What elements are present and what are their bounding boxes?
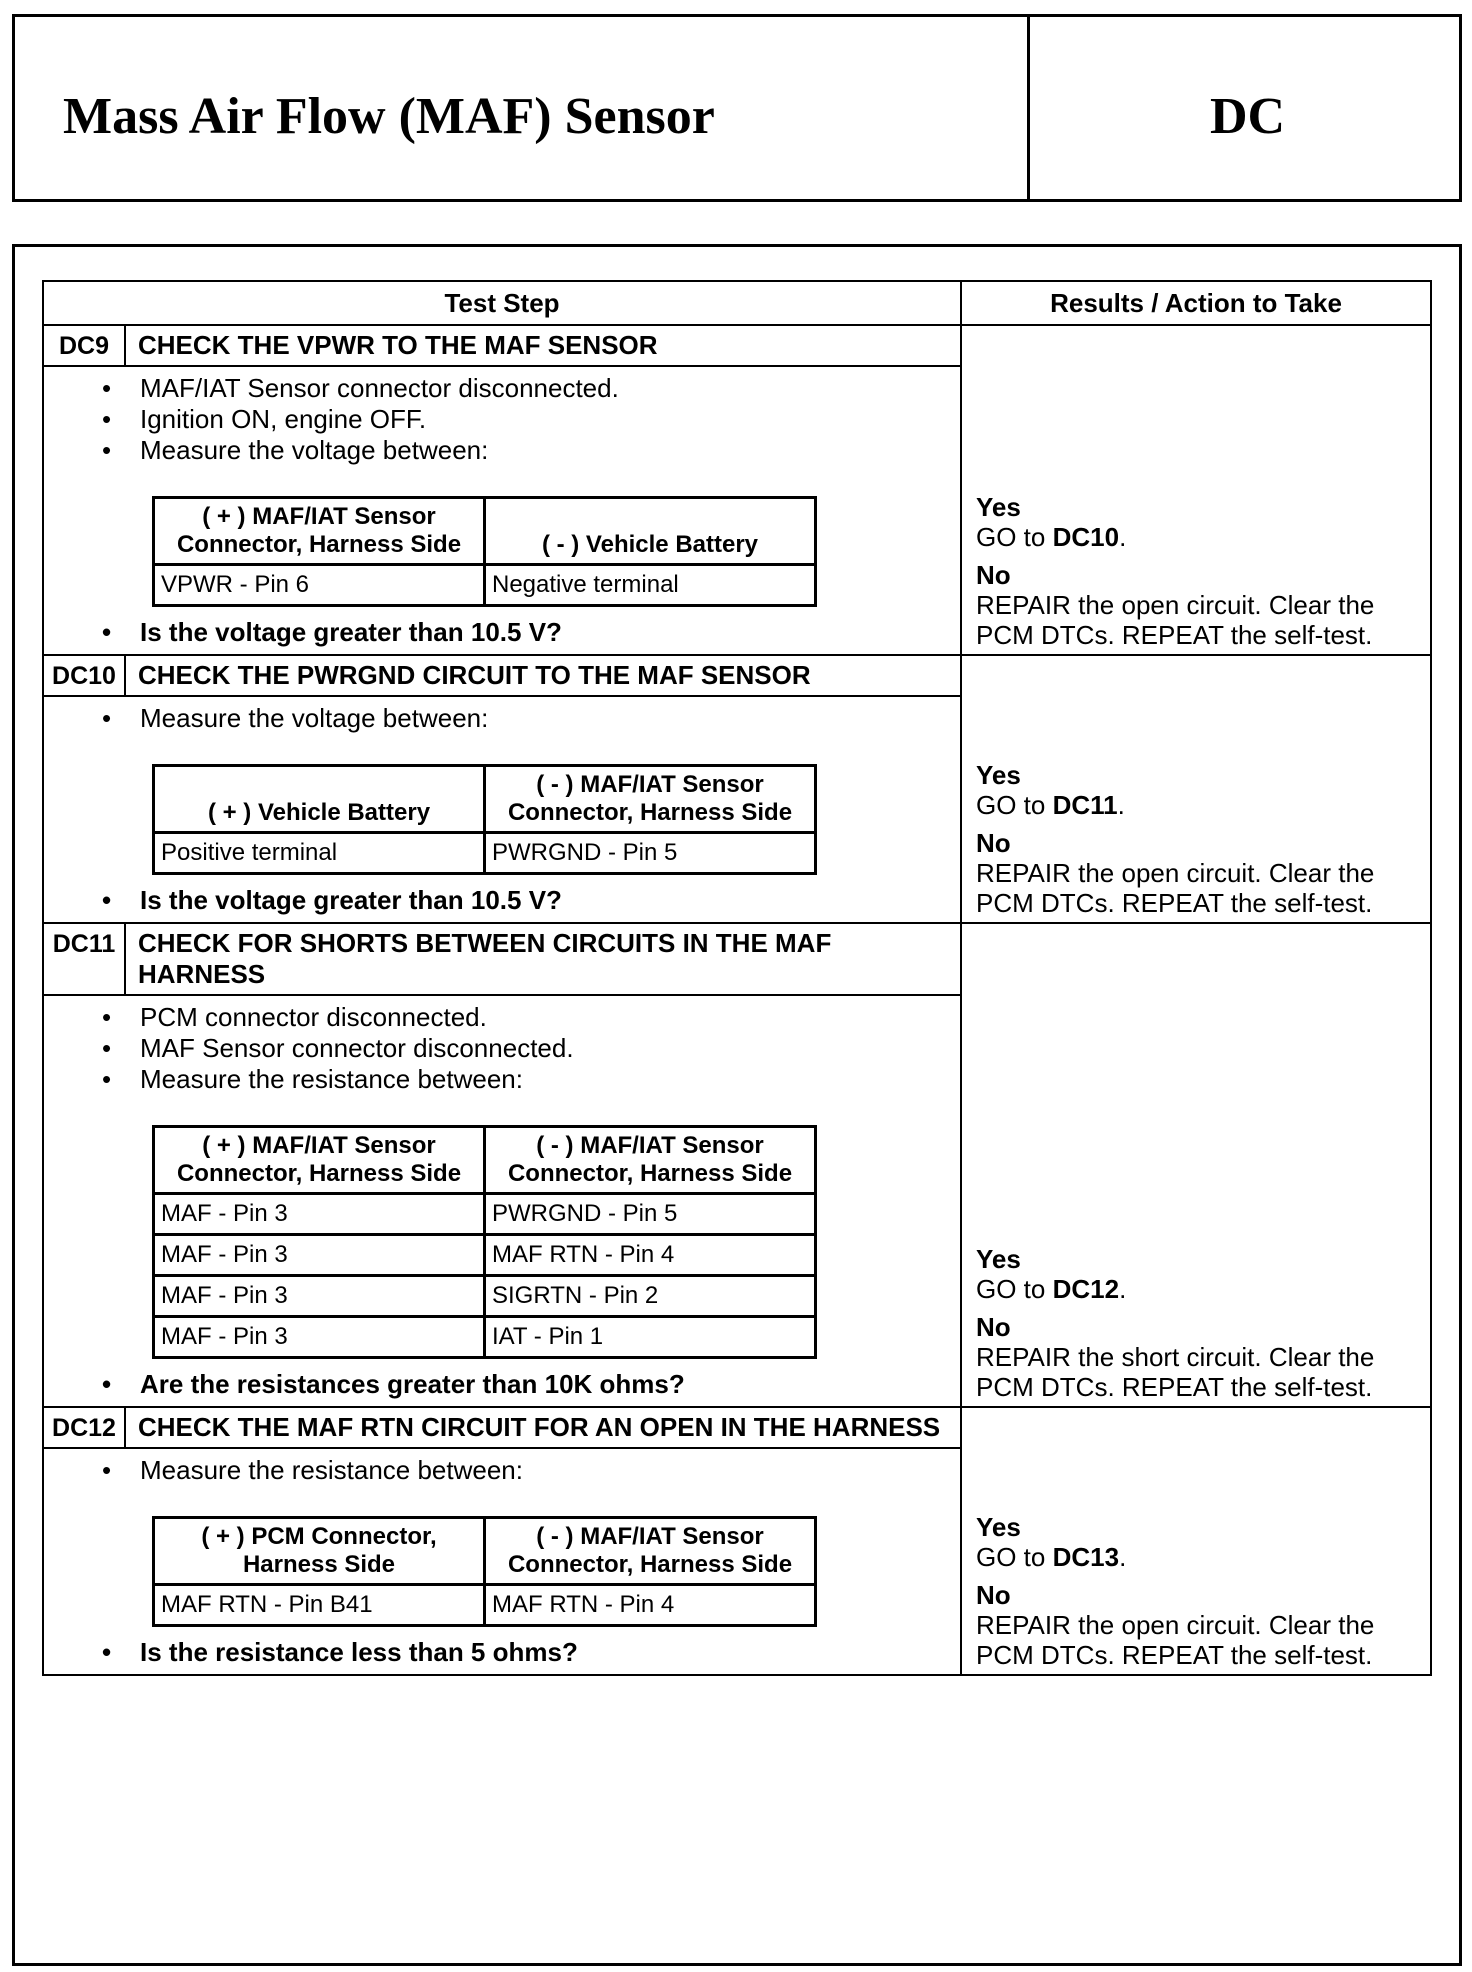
step-id: DC11	[43, 923, 125, 995]
measurement-row	[154, 1585, 816, 1626]
instruction-item: • Measure the voltage between:	[140, 703, 960, 734]
instruction-item: • Measure the resistance between:	[140, 1064, 960, 1095]
negative-lead-point: SIGRTN - Pin 2	[485, 1276, 816, 1317]
positive-lead-point: MAF - Pin 3	[154, 1194, 485, 1235]
page-header	[12, 14, 1462, 202]
test-procedure-table	[42, 280, 1432, 1676]
negative-lead-header: ( - ) MAF/IAT Sensor Connector, Harness Side	[485, 766, 816, 833]
positive-lead-header: ( + ) Vehicle Battery	[154, 766, 485, 833]
measurement-table	[152, 496, 817, 607]
instruction-item: • MAF/IAT Sensor connector disconnected.	[140, 373, 960, 404]
step-question-list	[44, 885, 960, 916]
yes-action-suffix: .	[1117, 790, 1125, 820]
negative-lead-point: PWRGND - Pin 5	[485, 833, 816, 874]
yes-action-prefix: GO to	[976, 1542, 1053, 1572]
yes-label: Yes	[976, 1244, 1021, 1274]
step-result	[961, 923, 1431, 1407]
step-title: CHECK THE PWRGND CIRCUIT TO THE MAF SENSOR	[125, 655, 961, 696]
step-title: CHECK FOR SHORTS BETWEEN CIRCUITS IN THE MAF HARNESS	[125, 923, 961, 995]
instruction-item: • Measure the voltage between:	[140, 435, 960, 466]
measurement-header-row	[154, 1127, 816, 1194]
measurement-row	[154, 1317, 816, 1358]
step-instructions	[44, 1455, 960, 1486]
step-instructions	[44, 703, 960, 734]
yes-action	[976, 1274, 1422, 1304]
step-instructions	[44, 373, 960, 466]
step-title-row	[43, 325, 1431, 366]
yes-action	[976, 790, 1422, 820]
step-title-row	[43, 923, 1431, 995]
yes-action-suffix: .	[1119, 1542, 1127, 1572]
negative-lead-header: ( - ) MAF/IAT Sensor Connector, Harness Side	[485, 1127, 816, 1194]
measurement-row	[154, 565, 816, 606]
step-question-list	[44, 617, 960, 648]
negative-lead-point: MAF RTN - Pin 4	[485, 1235, 816, 1276]
step-title: CHECK THE MAF RTN CIRCUIT FOR AN OPEN IN THE HARNESS	[125, 1407, 961, 1448]
step-result	[961, 655, 1431, 923]
step-id: DC10	[43, 655, 125, 696]
positive-lead-header: ( + ) MAF/IAT Sensor Connector, Harness Side	[154, 498, 485, 565]
step-id: DC9	[43, 325, 125, 366]
step-question-list	[44, 1637, 960, 1668]
yes-action-suffix: .	[1119, 522, 1127, 552]
step-title: CHECK THE VPWR TO THE MAF SENSOR	[125, 325, 961, 366]
yes-action-prefix: GO to	[976, 1274, 1053, 1304]
section-code: DC	[1209, 88, 1286, 145]
measurement-table	[152, 764, 817, 875]
measurement-table	[152, 1125, 817, 1359]
positive-lead-header: ( + ) PCM Connector, Harness Side	[154, 1518, 485, 1585]
step-question: • Is the voltage greater than 10.5 V?	[140, 617, 960, 648]
measurement-header-row	[154, 1518, 816, 1585]
instruction-item: • Measure the resistance between:	[140, 1455, 960, 1486]
negative-lead-point: PWRGND - Pin 5	[485, 1194, 816, 1235]
step-question: • Are the resistances greater than 10K ohms?	[140, 1369, 960, 1400]
yes-action-suffix: .	[1119, 1274, 1127, 1304]
column-header-row	[43, 281, 1431, 325]
no-label: No	[976, 828, 1011, 858]
negative-lead-header: ( - ) MAF/IAT Sensor Connector, Harness Side	[485, 1518, 816, 1585]
yes-label: Yes	[976, 492, 1021, 522]
step-question-list	[44, 1369, 960, 1400]
step-body	[43, 696, 961, 923]
instruction-item: • PCM connector disconnected.	[140, 1002, 960, 1033]
instruction-item: • MAF Sensor connector disconnected.	[140, 1033, 960, 1064]
steps-body	[43, 325, 1431, 1675]
yes-target-step: DC10	[1052, 522, 1120, 552]
no-action: REPAIR the open circuit. Clear the PCM DTCs. REPEAT the self-test.	[976, 590, 1375, 650]
measurement-row	[154, 1276, 816, 1317]
step-body	[43, 366, 961, 655]
yes-label: Yes	[976, 1512, 1021, 1542]
step-title-row	[43, 1407, 1431, 1448]
no-action: REPAIR the short circuit. Clear the PCM DTCs. REPEAT the self-test.	[976, 1342, 1375, 1402]
step-title-row	[43, 655, 1431, 696]
test-step-header: Test Step	[43, 281, 961, 325]
step-question: • Is the voltage greater than 10.5 V?	[140, 885, 960, 916]
page-title: Mass Air Flow (MAF) Sensor	[63, 88, 715, 145]
positive-lead-point: VPWR - Pin 6	[154, 565, 485, 606]
positive-lead-point: Positive terminal	[154, 833, 485, 874]
yes-action	[976, 1542, 1422, 1572]
no-action: REPAIR the open circuit. Clear the PCM DTCs. REPEAT the self-test.	[976, 858, 1375, 918]
negative-lead-point: Negative terminal	[485, 565, 816, 606]
measurement-row	[154, 1235, 816, 1276]
no-label: No	[976, 1580, 1011, 1610]
yes-action-prefix: GO to	[976, 790, 1053, 820]
no-label: No	[976, 1312, 1011, 1342]
yes-action	[976, 522, 1422, 552]
no-action: REPAIR the open circuit. Clear the PCM DTCs. REPEAT the self-test.	[976, 1610, 1375, 1670]
yes-target-step: DC11	[1052, 790, 1118, 820]
step-body	[43, 995, 961, 1407]
negative-lead-point: IAT - Pin 1	[485, 1317, 816, 1358]
positive-lead-point: MAF - Pin 3	[154, 1276, 485, 1317]
results-header: Results / Action to Take	[961, 281, 1431, 325]
measurement-header-row	[154, 498, 816, 565]
no-label: No	[976, 560, 1011, 590]
step-body	[43, 1448, 961, 1675]
yes-target-step: DC13	[1052, 1542, 1120, 1572]
yes-action-prefix: GO to	[976, 522, 1053, 552]
step-result	[961, 325, 1431, 655]
positive-lead-point: MAF RTN - Pin B41	[154, 1585, 485, 1626]
step-id: DC12	[43, 1407, 125, 1448]
instruction-item: • Ignition ON, engine OFF.	[140, 404, 960, 435]
yes-target-step: DC12	[1052, 1274, 1120, 1304]
step-instructions	[44, 1002, 960, 1095]
negative-lead-point: MAF RTN - Pin 4	[485, 1585, 816, 1626]
negative-lead-header: ( - ) Vehicle Battery	[485, 498, 816, 565]
measurement-table	[152, 1516, 817, 1627]
measurement-row	[154, 1194, 816, 1235]
positive-lead-header: ( + ) MAF/IAT Sensor Connector, Harness Side	[154, 1127, 485, 1194]
positive-lead-point: MAF - Pin 3	[154, 1235, 485, 1276]
positive-lead-point: MAF - Pin 3	[154, 1317, 485, 1358]
step-question: • Is the resistance less than 5 ohms?	[140, 1637, 960, 1668]
measurement-header-row	[154, 766, 816, 833]
yes-label: Yes	[976, 760, 1021, 790]
step-result	[961, 1407, 1431, 1675]
measurement-row	[154, 833, 816, 874]
